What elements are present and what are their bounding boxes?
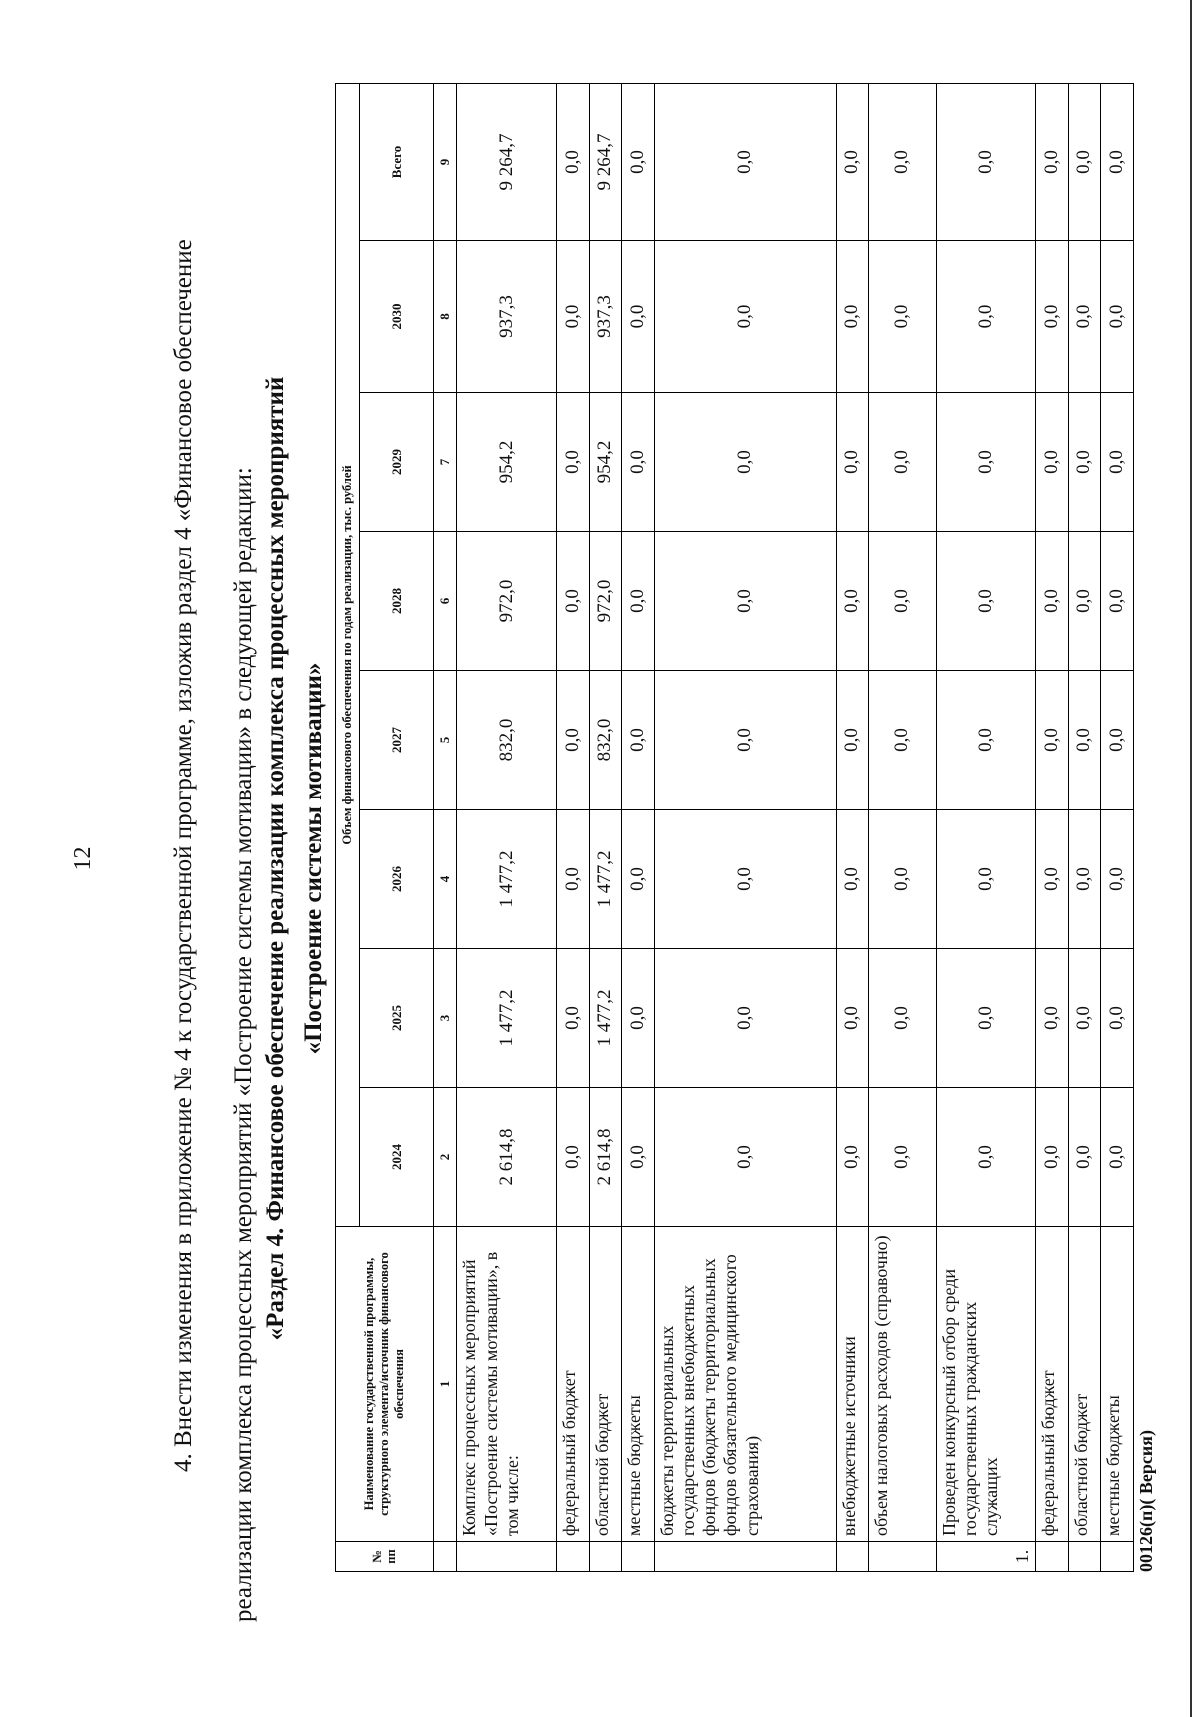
scan-edge-line [1190,0,1192,1717]
row-value-cell: 0,0 [1036,83,1069,240]
column-number-2: 2 [433,1088,457,1227]
row-name-cell: федеральный бюджет [1036,1227,1069,1542]
row-value-cell: 0,0 [654,671,836,810]
row-value-cell: 937,3 [457,241,557,393]
table-row [589,83,622,1571]
table-row [457,83,557,1571]
row-value-cell: 0,0 [836,532,869,671]
row-value-cell: 0,0 [1068,241,1101,393]
financing-table-body [336,83,1134,1571]
row-name-cell: объем налоговых расходов (справочно) [869,1227,936,1542]
row-name-cell: федеральный бюджет [557,1227,590,1542]
row-value-cell: 1 477,2 [589,949,622,1088]
table-row [1068,83,1101,1571]
row-value-cell: 0,0 [622,393,655,532]
row-value-cell: 0,0 [654,393,836,532]
row-value-cell: 0,0 [869,1088,936,1227]
row-number-cell [1101,1542,1134,1572]
row-value-cell: 0,0 [1068,532,1101,671]
row-value-cell: 0,0 [622,532,655,671]
row-value-cell: 0,0 [557,949,590,1088]
header-year-3: 2027 [359,671,433,810]
header-year-0: 2024 [359,1088,433,1227]
row-value-cell: 0,0 [557,241,590,393]
column-number-3: 3 [433,949,457,1088]
row-value-cell: 0,0 [836,949,869,1088]
row-value-cell: 0,0 [1036,241,1069,393]
row-value-cell: 972,0 [457,532,557,671]
table-row [1036,83,1069,1571]
row-value-cell: 0,0 [936,532,1036,671]
row-value-cell: 0,0 [654,241,836,393]
row-value-cell: 0,0 [1101,83,1134,240]
row-name-cell: областной бюджет [589,1227,622,1542]
column-number-row [433,83,457,1571]
row-value-cell: 0,0 [936,241,1036,393]
row-value-cell: 0,0 [936,83,1036,240]
section-heading-line-2: «Построение системы мотивации» [300,662,327,1055]
footer-document-code: 00126(п)( Версия) [1136,1430,1156,1572]
row-value-cell: 0,0 [622,671,655,810]
header-volume: Объем финансового обеспечения по годам реализации, тыс. рублей [336,83,360,1226]
row-number-cell: 1. [936,1542,1036,1572]
row-value-cell: 0,0 [557,393,590,532]
row-value-cell: 937,3 [589,241,622,393]
row-value-cell: 0,0 [1036,393,1069,532]
column-number-5: 5 [433,671,457,810]
row-value-cell: 1 477,2 [457,810,557,949]
row-value-cell: 0,0 [836,1088,869,1227]
row-value-cell: 0,0 [836,393,869,532]
row-value-cell: 0,0 [936,1088,1036,1227]
row-value-cell: 1 477,2 [457,949,557,1088]
row-value-cell: 0,0 [869,241,936,393]
row-value-cell: 0,0 [836,671,869,810]
row-value-cell: 1 477,2 [589,810,622,949]
row-number-cell [1036,1542,1069,1572]
header-year-4: 2028 [359,532,433,671]
header-year-1: 2025 [359,949,433,1088]
column-number-9: 9 [433,83,457,240]
table-row [557,83,590,1571]
row-value-cell: 2 614,8 [457,1088,557,1227]
row-number-cell [869,1542,936,1572]
financing-table [335,83,1134,1572]
row-value-cell: 0,0 [1101,241,1134,393]
row-value-cell: 0,0 [1068,671,1101,810]
row-value-cell: 0,0 [622,810,655,949]
row-value-cell: 0,0 [654,83,836,240]
row-value-cell: 972,0 [589,532,622,671]
table-row [869,83,936,1571]
row-number-cell [589,1542,622,1572]
column-number-8: 8 [433,241,457,393]
row-value-cell: 0,0 [654,949,836,1088]
row-value-cell: 0,0 [836,241,869,393]
header-year-5: 2029 [359,393,433,532]
financing-table-container [335,85,1134,1572]
row-number-cell [1068,1542,1101,1572]
column-number-4: 4 [433,810,457,949]
row-value-cell: 0,0 [869,532,936,671]
row-value-cell: 0,0 [936,810,1036,949]
section-heading-line-1: «Раздел 4. Финансовое обеспечение реализации комплекса процессных мероприятий [262,376,289,1341]
row-number-cell [557,1542,590,1572]
row-name-cell: Комплекс процессных мероприятий «Построение системы мотивации», в том числе: [457,1227,557,1542]
table-row [936,83,1036,1571]
row-value-cell: 0,0 [1101,532,1134,671]
row-value-cell: 0,0 [869,393,936,532]
row-value-cell: 0,0 [936,671,1036,810]
row-value-cell: 0,0 [557,1088,590,1227]
row-value-cell: 0,0 [1036,949,1069,1088]
row-value-cell: 0,0 [1101,810,1134,949]
row-value-cell: 0,0 [1068,810,1101,949]
row-value-cell: 0,0 [557,532,590,671]
row-value-cell: 2 614,8 [589,1088,622,1227]
row-number-cell [836,1542,869,1572]
row-value-cell: 0,0 [557,83,590,240]
row-value-cell: 0,0 [1036,1088,1069,1227]
row-value-cell: 0,0 [869,949,936,1088]
row-value-cell: 0,0 [869,810,936,949]
row-value-cell: 0,0 [1036,810,1069,949]
row-value-cell: 0,0 [1068,1088,1101,1227]
table-row [1101,83,1134,1571]
page-number: 12 [70,846,96,871]
row-value-cell: 0,0 [622,83,655,240]
header-num: № пп [336,1542,434,1572]
row-value-cell: 954,2 [589,393,622,532]
row-value-cell: 0,0 [1036,671,1069,810]
row-value-cell: 0,0 [1101,671,1134,810]
row-value-cell: 0,0 [622,241,655,393]
header-year-6: 2030 [359,241,433,393]
row-name-cell: местные бюджеты [1101,1227,1134,1542]
row-value-cell: 954,2 [457,393,557,532]
row-name-cell: Проведен конкурсный отбор среди государственных гражданских служащих [936,1227,1036,1542]
row-value-cell: 0,0 [557,810,590,949]
row-name-cell: местные бюджеты [622,1227,655,1542]
row-value-cell: 0,0 [622,949,655,1088]
row-name-cell: внебюджетные источники [836,1227,869,1542]
row-value-cell: 0,0 [1036,532,1069,671]
row-name-cell: областной бюджет [1068,1227,1101,1542]
table-row [654,83,836,1571]
row-value-cell: 832,0 [589,671,622,810]
row-value-cell: 0,0 [654,810,836,949]
row-value-cell: 0,0 [1101,393,1134,532]
row-number-cell [654,1542,836,1572]
row-value-cell: 0,0 [557,671,590,810]
row-name-cell: бюджеты территориальных государственных внебюджетных фондов (бюджеты территориальных фондов обязательного медицинского страхования) [654,1227,836,1542]
header-year-2: 2026 [359,810,433,949]
intro-paragraph-line-1: 4. Внести изменения в приложение № 4 к государственной программе, изложив раздел 4 «Финансовое обеспечение [170,239,197,1472]
column-number-6: 6 [433,532,457,671]
header-year-7: Всего [359,83,433,240]
row-value-cell: 0,0 [622,1088,655,1227]
intro-paragraph-line-2: реализации комплекса процессных мероприятий «Построение системы мотивации» в следующей редакции: [230,467,257,1622]
row-value-cell: 0,0 [869,671,936,810]
row-value-cell: 0,0 [1101,949,1134,1088]
table-row [836,83,869,1571]
header-name: Наименование государственной программы, структурного элемента/источник финансового обеспечения [336,1227,434,1542]
row-value-cell: 0,0 [1068,949,1101,1088]
row-number-cell [622,1542,655,1572]
table-row [622,83,655,1571]
row-value-cell: 0,0 [654,1088,836,1227]
row-value-cell: 0,0 [936,393,1036,532]
column-number-0 [433,1542,457,1572]
column-number-7: 7 [433,393,457,532]
row-value-cell: 0,0 [1068,393,1101,532]
row-value-cell: 9 264,7 [589,83,622,240]
column-number-1: 1 [433,1227,457,1542]
row-number-cell [457,1542,557,1572]
row-value-cell: 0,0 [836,810,869,949]
row-value-cell: 9 264,7 [457,83,557,240]
row-value-cell: 0,0 [1068,83,1101,240]
header-row-top [336,83,360,1571]
row-value-cell: 0,0 [869,83,936,240]
row-value-cell: 0,0 [1101,1088,1134,1227]
row-value-cell: 0,0 [836,83,869,240]
row-value-cell: 0,0 [654,532,836,671]
row-value-cell: 0,0 [936,949,1036,1088]
row-value-cell: 832,0 [457,671,557,810]
